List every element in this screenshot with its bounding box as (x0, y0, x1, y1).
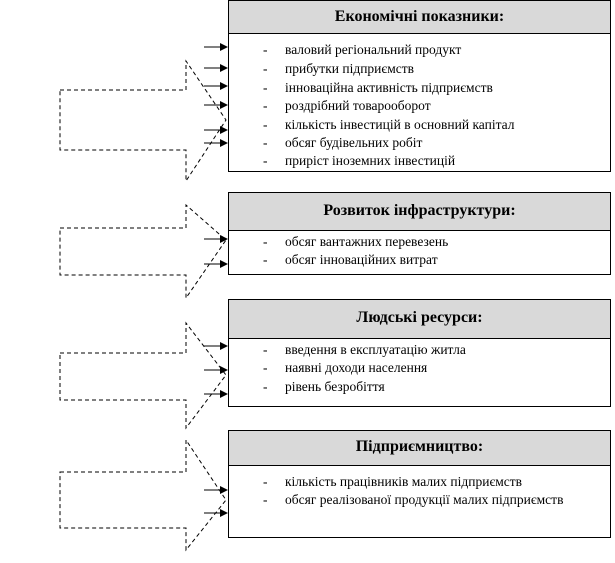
block-human-resources (228, 299, 611, 407)
bullet: - (263, 117, 268, 132)
bullet: - (263, 61, 268, 76)
bullet: - (263, 153, 268, 168)
bullet: - (263, 379, 268, 394)
bullet: - (263, 98, 268, 113)
block-entrepreneurship (228, 430, 611, 538)
block-title-text: Підприємництво: (355, 438, 484, 455)
item-text: прибутки підприємств (285, 61, 415, 76)
bullet: - (263, 474, 268, 489)
block-title (229, 431, 610, 466)
block-infrastructure (228, 192, 611, 275)
block-title-text: Розвиток інфраструктури: (323, 202, 516, 219)
bullet: - (263, 234, 268, 249)
block-title (229, 193, 610, 231)
item-text: обсяг вантажних перевезень (285, 234, 449, 249)
item-text: валовий регіональний продукт (285, 42, 462, 57)
block-arrow-entrepreneurship (60, 440, 226, 550)
block-title-text: Економічні показники: (334, 8, 505, 25)
block-economic-indicators (228, 0, 611, 172)
bullet: - (263, 492, 268, 507)
bullet: - (263, 342, 268, 357)
item-text: обсяг будівельних робіт (285, 135, 423, 150)
item-text: наявні доходи населення (285, 360, 428, 375)
item-text: обсяг реалізованої продукції малих підприємств (285, 492, 564, 507)
block-title (229, 1, 610, 34)
block-title (229, 300, 610, 339)
item-text: обсяг інноваційних витрат (285, 252, 438, 267)
block-title-text: Людські ресурси: (356, 309, 483, 326)
item-text: кількість працівників малих підприємств (285, 474, 523, 489)
item-text: рівень безробіття (285, 379, 385, 394)
bullet: - (263, 252, 268, 267)
block-arrow-infrastructure (60, 205, 226, 298)
bullet: - (263, 42, 268, 57)
item-text: інноваційна активність підприємств (285, 80, 493, 95)
block-arrow-human-resources (60, 323, 226, 428)
item-text: приріст іноземних інвестицій (285, 153, 456, 168)
item-text: роздрібний товарооборот (285, 98, 431, 113)
block-arrow-economic (60, 61, 226, 181)
bullet: - (263, 360, 268, 375)
item-text: введення в експлуатацію житла (285, 342, 466, 357)
bullet: - (263, 135, 268, 150)
bullet: - (263, 80, 268, 95)
item-text: кількість інвестицій в основний капітал (285, 117, 515, 132)
